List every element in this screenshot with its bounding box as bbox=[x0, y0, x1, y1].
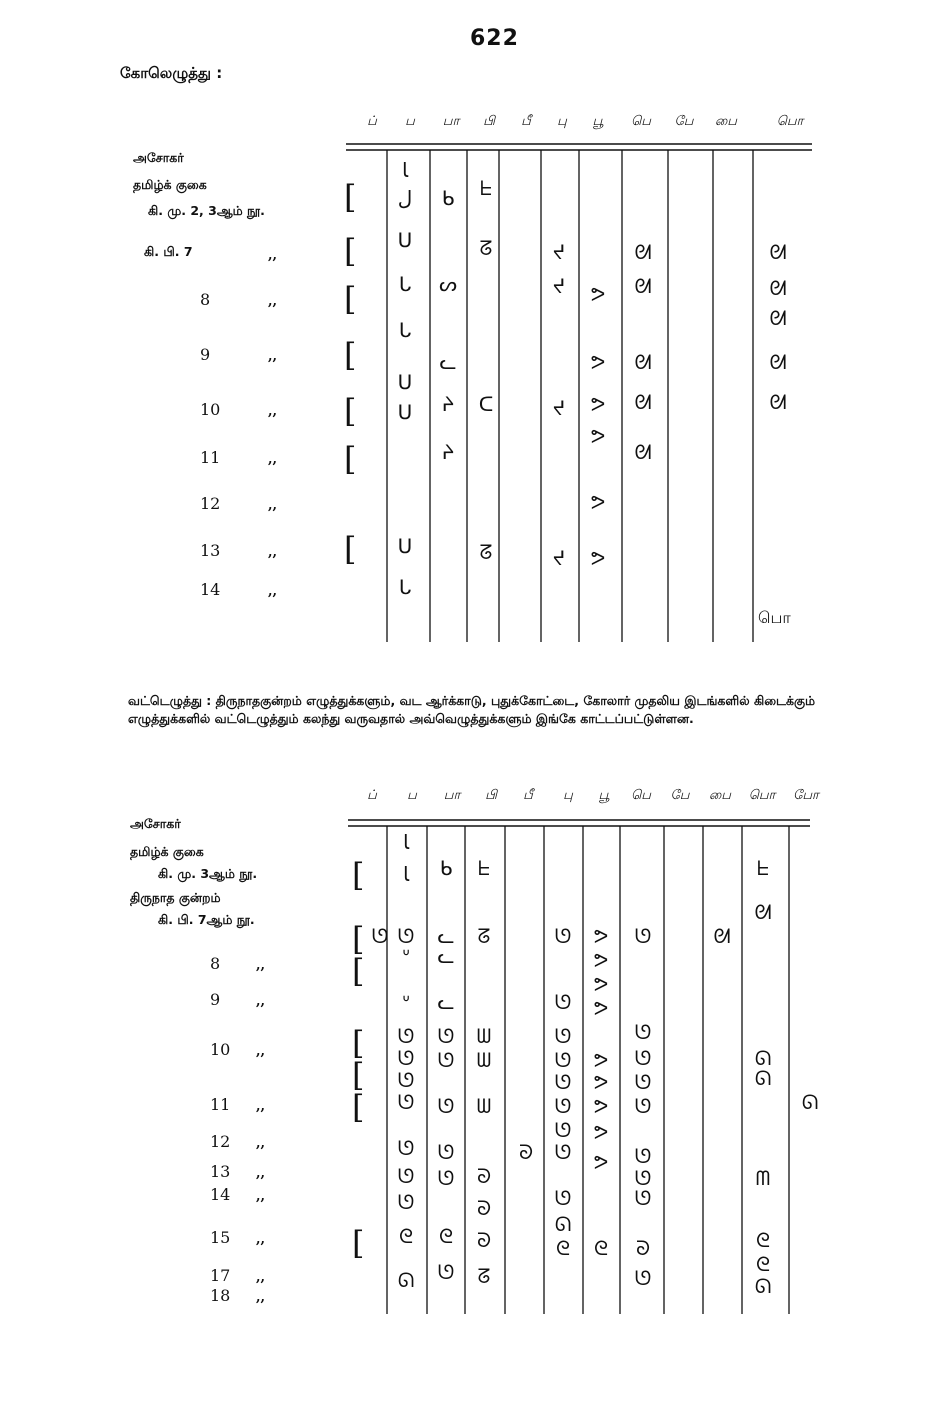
script-glyph: ᘛ bbox=[769, 240, 787, 264]
bracket: [ bbox=[344, 392, 357, 430]
script-glyph: ᘐ bbox=[476, 1196, 492, 1220]
script-glyph: ᘐ bbox=[518, 1140, 534, 1164]
label-tamil-cave: தமிழ்க் குகை bbox=[133, 177, 207, 192]
ditto-mark: ,, bbox=[256, 1166, 266, 1181]
script-glyph: ᓚ bbox=[437, 924, 455, 948]
script-glyph: ᑌ bbox=[397, 228, 413, 252]
script-glyph: ᘎ bbox=[397, 1136, 415, 1160]
ditto-mark: ,, bbox=[268, 498, 278, 513]
script-glyph: ᘎ bbox=[554, 1140, 572, 1164]
bracket: [ bbox=[344, 336, 357, 374]
script-glyph: ᔕ bbox=[439, 272, 457, 296]
section1-col-header: பொ bbox=[776, 114, 804, 129]
script-glyph: ᑌ bbox=[397, 400, 413, 424]
ditto-mark: ,, bbox=[256, 1189, 266, 1204]
script-glyph: ᘓ bbox=[755, 1228, 771, 1252]
section-heading-kolezhuthu: கோலெழுத்து : bbox=[120, 64, 223, 82]
ditto-mark: ,, bbox=[268, 452, 278, 467]
label-ad7: கி. பி. 7ஆம் நூ. bbox=[158, 912, 255, 927]
section1-col-header: பீ bbox=[521, 114, 531, 129]
script-glyph: ᘛ bbox=[634, 440, 652, 464]
section2-col-header: பு bbox=[563, 788, 573, 803]
script-glyph: ᘏ bbox=[397, 1268, 415, 1292]
ditto-mark: ,, bbox=[256, 1290, 266, 1305]
script-glyph: ᘛ bbox=[634, 390, 652, 414]
script-glyph: ᘎ bbox=[634, 1266, 652, 1290]
script-glyph: ᘓ bbox=[755, 1252, 771, 1276]
ditto-mark: ,, bbox=[268, 294, 278, 309]
section1-col-header: பெ bbox=[631, 114, 651, 129]
script-glyph: ᕗ bbox=[593, 996, 609, 1020]
script-glyph: ᘏ bbox=[801, 1090, 819, 1114]
script-glyph: ᔪ bbox=[552, 546, 566, 570]
script-glyph: ᖶ bbox=[478, 856, 490, 880]
script-glyph: ᑲ bbox=[441, 186, 455, 210]
ditto-mark: ,, bbox=[256, 958, 266, 973]
script-glyph: ᖶ bbox=[480, 176, 492, 200]
script-glyph: ᘎ bbox=[437, 1094, 455, 1118]
ditto-mark: ,, bbox=[256, 994, 266, 1009]
bracket: [ bbox=[352, 1056, 365, 1094]
bracket: [ bbox=[344, 178, 357, 216]
row-label-century: 9 bbox=[210, 990, 221, 1009]
script-glyph: ᘛ bbox=[634, 240, 652, 264]
script-glyph: ᕗ bbox=[593, 972, 609, 996]
section1-col-header: பே bbox=[674, 114, 694, 129]
section1-col-header: ப bbox=[405, 114, 415, 129]
script-glyph: ᘎ bbox=[554, 1118, 572, 1142]
script-glyph: ᕗ bbox=[593, 1150, 609, 1174]
section1-col-header: பூ bbox=[592, 114, 604, 129]
script-glyph: ᘛ bbox=[634, 350, 652, 374]
script-glyph: ᓚ bbox=[437, 990, 455, 1014]
label-ad7: கி. பி. 7 bbox=[144, 244, 193, 259]
label-asokar: அசோகர் bbox=[133, 150, 184, 165]
ditto-mark: ,, bbox=[256, 1044, 266, 1059]
script-glyph: ᘛ bbox=[769, 276, 787, 300]
script-glyph: ᗯ bbox=[476, 1048, 492, 1072]
glyph-po: பொ bbox=[758, 608, 791, 627]
row-label-century: 14 bbox=[200, 580, 221, 599]
script-glyph: ᓚ bbox=[439, 350, 457, 374]
script-glyph: ᘎ bbox=[397, 1046, 415, 1070]
script-glyph: ᓚ bbox=[437, 944, 455, 968]
script-glyph: ᘎ bbox=[554, 1048, 572, 1072]
script-glyph: ᔪ bbox=[552, 240, 566, 264]
script-glyph: ᘐ bbox=[476, 1164, 492, 1188]
script-glyph: ᐡ bbox=[402, 944, 410, 968]
label-asokar: அசோகர் bbox=[130, 816, 181, 831]
script-glyph: ᘎ bbox=[634, 1166, 652, 1190]
script-glyph: ᘎ bbox=[397, 1190, 415, 1214]
script-glyph: ᘏ bbox=[554, 1212, 572, 1236]
script-glyph: ᘛ bbox=[754, 900, 772, 924]
ditto-mark: ,, bbox=[256, 1099, 266, 1114]
script-glyph: ᘎ bbox=[634, 1144, 652, 1168]
ditto-mark: ,, bbox=[256, 1270, 266, 1285]
script-glyph: ᕗ bbox=[590, 546, 606, 570]
bracket: [ bbox=[352, 1088, 365, 1126]
script-glyph: ﺎ bbox=[401, 158, 409, 182]
script-glyph: ᐡ bbox=[402, 990, 410, 1014]
script-glyph: ᘔ bbox=[479, 236, 493, 260]
section2-col-header: ப் bbox=[367, 788, 377, 803]
section2-col-header: பொ bbox=[748, 788, 776, 803]
script-glyph: ᕗ bbox=[593, 1094, 609, 1118]
section1-col-header: பா bbox=[442, 114, 460, 129]
script-glyph: ᗯ bbox=[476, 1024, 492, 1048]
script-glyph: ᘔ bbox=[477, 924, 491, 948]
section1-col-header: பை bbox=[715, 114, 737, 129]
section2-col-header: பை bbox=[709, 788, 731, 803]
script-glyph: ᘛ bbox=[713, 924, 731, 948]
row-label-century: 17 bbox=[210, 1266, 231, 1285]
script-glyph: ᕗ bbox=[590, 282, 606, 306]
bracket: [ bbox=[344, 280, 357, 318]
row-label-century: 11 bbox=[210, 1095, 231, 1114]
script-glyph: ᘎ bbox=[634, 924, 652, 948]
script-glyph: ᘎ bbox=[554, 1094, 572, 1118]
script-glyph: ᘏ bbox=[754, 1046, 772, 1070]
ditto-mark: ,, bbox=[268, 349, 278, 364]
script-glyph: ᘎ bbox=[437, 1260, 455, 1284]
script-glyph: ᘐ bbox=[476, 1228, 492, 1252]
ditto-mark: ,, bbox=[268, 545, 278, 560]
bracket: [ bbox=[352, 1024, 365, 1062]
script-glyph: ᔪ bbox=[552, 396, 566, 420]
script-glyph: ﺎ bbox=[402, 862, 410, 886]
row-label-century: 13 bbox=[210, 1162, 231, 1181]
section1-col-header: ப் bbox=[367, 114, 377, 129]
script-glyph: ﺎ bbox=[402, 830, 410, 854]
row-label-century: 13 bbox=[200, 541, 221, 560]
script-glyph: ᔪ bbox=[552, 274, 566, 298]
row-label-century: 10 bbox=[200, 400, 221, 419]
script-glyph: ᘓ bbox=[555, 1236, 571, 1260]
section2-col-header: பூ bbox=[598, 788, 610, 803]
ditto-mark: ,, bbox=[268, 404, 278, 419]
script-glyph: ᘎ bbox=[554, 924, 572, 948]
row-label-century: 8 bbox=[200, 290, 211, 309]
script-glyph: ᗯ bbox=[476, 1094, 492, 1118]
bracket: [ bbox=[352, 952, 365, 990]
label-century-bc: கி. மு. 3ஆம் நூ. bbox=[158, 866, 258, 881]
section1-col-header: பு bbox=[557, 114, 567, 129]
script-glyph: ᘎ bbox=[634, 1094, 652, 1118]
script-glyph: ᘔ bbox=[479, 540, 493, 564]
script-glyph: ᘎ bbox=[397, 1164, 415, 1188]
script-glyph: ᘛ bbox=[769, 350, 787, 374]
script-glyph: ᘛ bbox=[634, 274, 652, 298]
script-glyph: ᘎ bbox=[371, 924, 389, 948]
script-glyph: ᘎ bbox=[397, 1024, 415, 1048]
script-glyph: ᕗ bbox=[593, 948, 609, 972]
script-glyph: ᘏ bbox=[754, 1274, 772, 1298]
row-label-century: 12 bbox=[200, 494, 221, 513]
row-label-century: 8 bbox=[210, 954, 221, 973]
script-glyph: ᕗ bbox=[590, 490, 606, 514]
bracket: [ bbox=[344, 232, 357, 270]
script-glyph: ᕗ bbox=[593, 1048, 609, 1072]
script-glyph: ᘏ bbox=[754, 1066, 772, 1090]
script-glyph: ᒐ bbox=[398, 318, 412, 342]
row-label-century: 9 bbox=[200, 345, 211, 364]
script-glyph: ᘐ bbox=[635, 1236, 651, 1260]
row-label-century: 15 bbox=[210, 1228, 231, 1247]
script-glyph: ᘎ bbox=[634, 1070, 652, 1094]
script-glyph: ᘎ bbox=[397, 924, 415, 948]
script-glyph: ل bbox=[397, 186, 413, 210]
ditto-mark: ,, bbox=[268, 584, 278, 599]
script-glyph: ᘎ bbox=[437, 1048, 455, 1072]
script-glyph: ᘎ bbox=[397, 1068, 415, 1092]
script-glyph: ᑲ bbox=[439, 856, 453, 880]
script-glyph: ᑌ bbox=[397, 534, 413, 558]
script-glyph: ᘎ bbox=[554, 1070, 572, 1094]
section2-col-header: பா bbox=[443, 788, 461, 803]
script-glyph: ᘎ bbox=[437, 1140, 455, 1164]
script-glyph: ᘛ bbox=[769, 390, 787, 414]
script-glyph: ᘛ bbox=[769, 306, 787, 330]
section2-col-header: பீ bbox=[523, 788, 533, 803]
script-glyph: ᘎ bbox=[437, 1166, 455, 1190]
script-glyph: ᘎ bbox=[437, 1024, 455, 1048]
script-glyph: ᘔ bbox=[477, 1264, 491, 1288]
ditto-mark: ,, bbox=[256, 1136, 266, 1151]
script-glyph: ᘓ bbox=[438, 1224, 454, 1248]
ditto-mark: ,, bbox=[268, 248, 278, 263]
row-label-century: 12 bbox=[210, 1132, 231, 1151]
row-label-century: 11 bbox=[200, 448, 221, 467]
script-glyph: ᗰ bbox=[755, 1166, 771, 1190]
ditto-mark: ,, bbox=[256, 1232, 266, 1247]
script-glyph: ᘎ bbox=[554, 990, 572, 1014]
section1-col-header: பி bbox=[483, 114, 495, 129]
script-glyph: ᒐ bbox=[398, 575, 412, 599]
script-glyph: ᕗ bbox=[590, 350, 606, 374]
bracket: [ bbox=[344, 440, 357, 478]
script-glyph: ᘓ bbox=[593, 1236, 609, 1260]
script-glyph: ᔨ bbox=[441, 392, 455, 416]
label-thirunatha: திருநாத குன்றம் bbox=[130, 890, 221, 905]
script-glyph: ᘎ bbox=[554, 1024, 572, 1048]
script-glyph: ᘎ bbox=[634, 1020, 652, 1044]
script-glyph: ᔨ bbox=[441, 440, 455, 464]
bracket: [ bbox=[352, 856, 365, 894]
script-glyph: ᕗ bbox=[593, 1120, 609, 1144]
script-glyph: ᕗ bbox=[590, 392, 606, 416]
script-glyph: ᘎ bbox=[634, 1046, 652, 1070]
row-label-century: 10 bbox=[210, 1040, 231, 1059]
script-glyph: ᕗ bbox=[590, 424, 606, 448]
section2-col-header: பி bbox=[485, 788, 497, 803]
section2-col-header: பெ bbox=[631, 788, 651, 803]
label-century-bc: கி. மு. 2, 3ஆம் நூ. bbox=[148, 203, 265, 218]
vattezhuthu-paragraph: வட்டெழுத்து : திருநாதகுன்றம் எழுத்துக்களும், வட ஆர்க்காடு, புதுக்கோட்டை, கோலார் முதலிய இடங்களில் கிடைக்கும் எழுத்துக்களில் வட்டெழுத்தும் கலந்து வருவதால் அவ்வெழுத்துக்களும் இங்கே காட்டப்பட்டுள்ளன. bbox=[128, 693, 816, 726]
page-number: 622 bbox=[470, 26, 519, 51]
script-glyph: ᕗ bbox=[593, 1070, 609, 1094]
script-glyph: ᒐ bbox=[398, 272, 412, 296]
row-label-century: 18 bbox=[210, 1286, 231, 1305]
section2-col-header: ப bbox=[407, 788, 417, 803]
row-label-century: 14 bbox=[210, 1185, 231, 1204]
label-tamil-cave: தமிழ்க் குகை bbox=[130, 844, 204, 859]
script-glyph: ᕗ bbox=[593, 924, 609, 948]
script-glyph: ᘎ bbox=[554, 1186, 572, 1210]
section2-col-header: பே bbox=[670, 788, 690, 803]
script-glyph: ᑕ bbox=[478, 392, 494, 416]
script-glyph: ᘓ bbox=[398, 1224, 414, 1248]
bracket: [ bbox=[352, 1224, 365, 1262]
bracket: [ bbox=[344, 530, 357, 568]
script-glyph: ᘎ bbox=[397, 1090, 415, 1114]
script-glyph: ᖶ bbox=[757, 856, 769, 880]
bracket: [ bbox=[352, 920, 365, 958]
script-glyph: ᑌ bbox=[397, 370, 413, 394]
script-glyph: ᘎ bbox=[634, 1186, 652, 1210]
section2-col-header: போ bbox=[793, 788, 819, 803]
